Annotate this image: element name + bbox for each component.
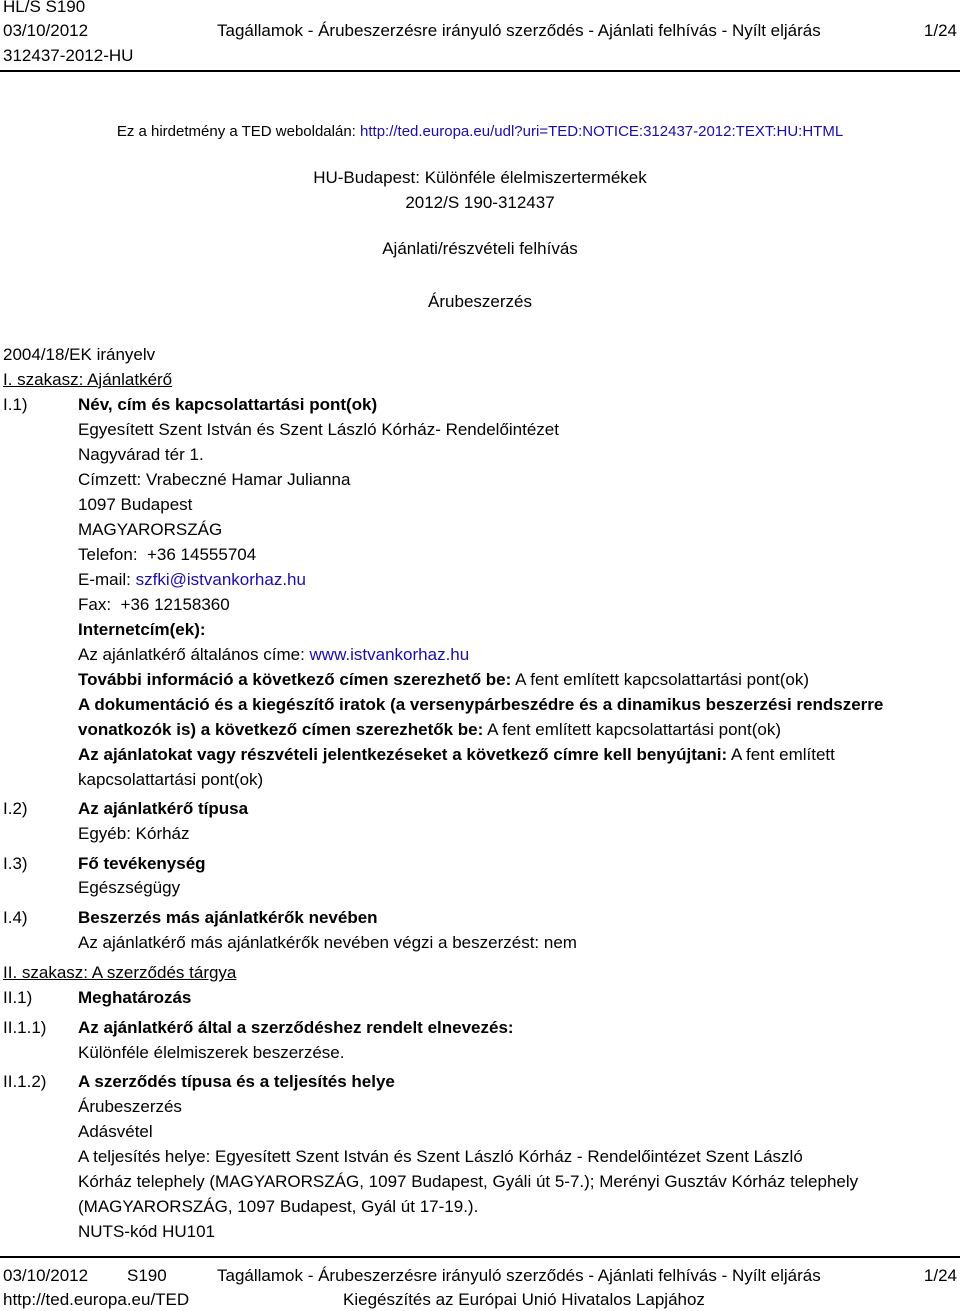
web-note-link[interactable]: http://ted.europa.eu/udl?uri=TED:NOTICE:312437-2012:TEXT:HU:HTML (360, 123, 844, 140)
general-address (78, 644, 469, 666)
email-label: E-mail: (78, 570, 131, 589)
header-title: Tagállamok - Árubeszerzésre irányuló szerződés - Ajánlati felhívás - Nyílt eljárás (217, 21, 821, 40)
info-row (78, 669, 809, 691)
general-address-link[interactable]: www.istvankorhaz.hu (309, 645, 470, 664)
section-1-heading: I. szakasz: Ajánlatkérő (3, 370, 173, 389)
phone-label: Telefon: (78, 545, 138, 564)
docs-label-line2: vonatkozók is) a következő címen szerezhetők be: (78, 720, 484, 739)
footer-date: 03/10/2012 (3, 1266, 89, 1285)
submit-row (78, 744, 835, 766)
s13-title: Fő tevékenység (78, 854, 206, 873)
s211-label: II.1.1) (3, 1018, 47, 1037)
footer-url[interactable]: http://ted.europa.eu/TED (3, 1290, 190, 1309)
s14-title: Beszerzés más ajánlatkérők nevében (78, 908, 378, 927)
org-phone (78, 544, 256, 566)
section-2-heading: II. szakasz: A szerződés tárgya (3, 963, 237, 982)
s211-title: Az ajánlatkérő által a szerződéshez rendelt elnevezés: (78, 1018, 514, 1037)
s12-label: I.2) (3, 799, 28, 818)
org-street: Nagyvárad tér 1. (78, 445, 204, 464)
org-email (78, 569, 306, 591)
web-note-prefix: Ez a hirdetmény a TED weboldalán: (116, 123, 356, 140)
s211-value: Különféle élelmiszerek beszerzése. (78, 1043, 345, 1062)
footer-page: 1/24 (923, 1266, 957, 1285)
general-address-label: Az ajánlatkérő általános címe: (78, 645, 305, 664)
org-city: 1097 Budapest (78, 495, 193, 514)
submit-value-line2: kapcsolattartási pont(ok) (78, 770, 264, 789)
web-note (0, 122, 960, 142)
place-line2: Kórház telephely (MAGYARORSZÁG, 1097 Budapest, Gyáli út 5-7.); Merényi Gusztáv Kórház telephely (78, 1172, 859, 1191)
header-notice-id: 312437-2012-HU (3, 46, 134, 65)
email-link[interactable]: szfki@istvankorhaz.hu (135, 570, 306, 589)
fax-value: +36 12158360 (120, 595, 230, 614)
submit-label: Az ajánlatokat vagy részvételi jelentkezéseket a következő címre kell benyújtani: (78, 745, 728, 764)
s14-value: Az ajánlatkérő más ajánlatkérők nevében végzi a beszerzést: nem (78, 933, 577, 952)
footer-rule (0, 1256, 960, 1258)
s13-label: I.3) (3, 854, 28, 873)
place-line1: A teljesítés helye: Egyesített Szent István és Szent László Kórház - Rendelőintézet Szent László (78, 1147, 803, 1166)
s11-title: Név, cím és kapcsolattartási pont(ok) (78, 395, 378, 414)
info-value: A fent említett kapcsolattartási pont(ok) (515, 670, 809, 689)
internet-label: Internetcím(ek): (78, 620, 206, 639)
s21-title: Meghatározás (78, 988, 192, 1007)
footer-title: Tagállamok - Árubeszerzésre irányuló szerződés - Ajánlati felhívás - Nyílt eljárás (217, 1266, 821, 1285)
notice-title: HU-Budapest: Különféle élelmiszertermékek (313, 168, 647, 187)
s212-title: A szerződés típusa és a teljesítés helye (78, 1072, 395, 1091)
header-page: 1/24 (923, 21, 957, 40)
s212-type: Árubeszerzés (78, 1097, 182, 1116)
header-series: HL/S S190 (3, 0, 86, 16)
info-label: További információ a következő címen szerezhető be: (78, 670, 512, 689)
s212-label: II.1.2) (3, 1072, 47, 1091)
notice-category: Árubeszerzés (428, 292, 532, 311)
footer-series: S190 (127, 1266, 167, 1285)
s21-label: II.1) (3, 988, 33, 1007)
nuts-code: NUTS-kód HU101 (78, 1222, 215, 1241)
org-attention: Címzett: Vrabeczné Hamar Julianna (78, 470, 351, 489)
s212-subtype: Adásvétel (78, 1122, 153, 1141)
submit-value-line1: A fent említett (730, 745, 835, 764)
header-rule (0, 70, 960, 72)
org-fax (78, 594, 230, 616)
place-line3: (MAGYARORSZÁG, 1097 Budapest, Gyál út 17-19.). (78, 1197, 479, 1216)
s13-value: Egészségügy (78, 878, 181, 897)
s12-title: Az ajánlatkérő típusa (78, 799, 249, 818)
header-date: 03/10/2012 (3, 21, 89, 40)
notice-reference: 2012/S 190-312437 (405, 193, 555, 212)
s11-label: I.1) (3, 395, 28, 414)
fax-label: Fax: (78, 595, 112, 614)
directive: 2004/18/EK irányelv (3, 345, 156, 364)
phone-value: +36 14555704 (147, 545, 257, 564)
docs-row (78, 719, 781, 741)
s14-label: I.4) (3, 908, 28, 927)
footer-publisher: Kiegészítés az Európai Unió Hivatalos Lapjához (343, 1290, 705, 1309)
s12-value: Egyéb: Kórház (78, 824, 190, 843)
docs-label-line1: A dokumentáció és a kiegészítő iratok (a versenypárbeszédre és a dinamikus beszerzési rendszerre (78, 695, 884, 714)
docs-value: A fent említett kapcsolattartási pont(ok) (487, 720, 781, 739)
notice-type: Ajánlati/részvételi felhívás (382, 239, 578, 258)
org-name: Egyesített Szent István és Szent László Kórház- Rendelőintézet (78, 420, 559, 439)
org-country: MAGYARORSZÁG (78, 520, 223, 539)
